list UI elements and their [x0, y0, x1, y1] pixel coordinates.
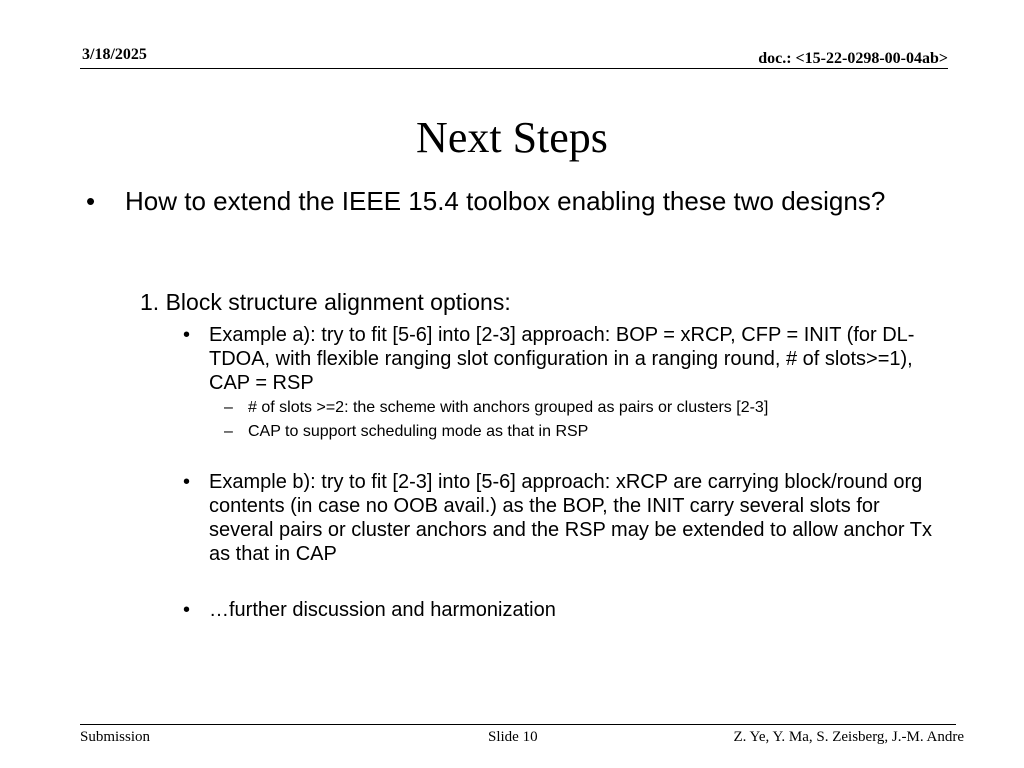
footer-divider [80, 724, 956, 725]
sub-bullet-a2 [224, 421, 944, 443]
bullet-main-text: How to extend the IEEE 15.4 toolbox enabling these two designs? [125, 186, 886, 216]
bullet-dot-icon: • [183, 471, 191, 493]
footer-submission: Submission [80, 729, 151, 745]
sub-bullet-a1-text: # of slots >=2: the scheme with anchors grouped as pairs or clusters [2-3] [248, 399, 769, 416]
further-discussion-text: …further discussion and harmonization [209, 599, 556, 621]
header-divider [80, 68, 948, 69]
bullet-main [86, 185, 966, 217]
example-a [183, 323, 943, 395]
example-b [183, 470, 943, 566]
bullet-dot-icon: • [86, 186, 96, 216]
sub-bullet-a1 [224, 397, 944, 419]
sub-bullet-a2-text: CAP to support scheduling mode as that in RSP [248, 423, 589, 440]
bullet-dot-icon: • [183, 324, 191, 346]
bullet-dot-icon: • [183, 599, 191, 621]
example-b-text: Example b): try to fit [2-3] into [5-6] approach: xRCP are carrying block/round org contents (in case no OOB avail.) as the BOP, the INIT carry several slots for several pairs or cluster anchors and the RSP may be extended to allow anchor Tx as that in CAP [209, 471, 932, 565]
dash-icon: – [224, 399, 233, 416]
footer-authors: Z. Ye, Y. Ma, S. Zeisberg, J.-M. Andre [733, 729, 964, 745]
header-doc-id: doc.: <15-22-0298-00-04ab> [758, 50, 948, 67]
footer-slide-number: Slide 10 [488, 729, 538, 745]
header-date: 3/18/2025 [82, 46, 147, 63]
numbered-item-1: 1. Block structure alignment options: [140, 289, 511, 315]
dash-icon: – [224, 423, 233, 440]
slide-title: Next Steps [416, 113, 608, 162]
further-discussion [183, 598, 943, 622]
example-a-text: Example a): try to fit [5-6] into [2-3] approach: BOP = xRCP, CFP = INIT (for DL-TDOA, with flexible ranging slot configuration in a ranging round, # of slots>=1), CAP = RSP [209, 324, 915, 394]
